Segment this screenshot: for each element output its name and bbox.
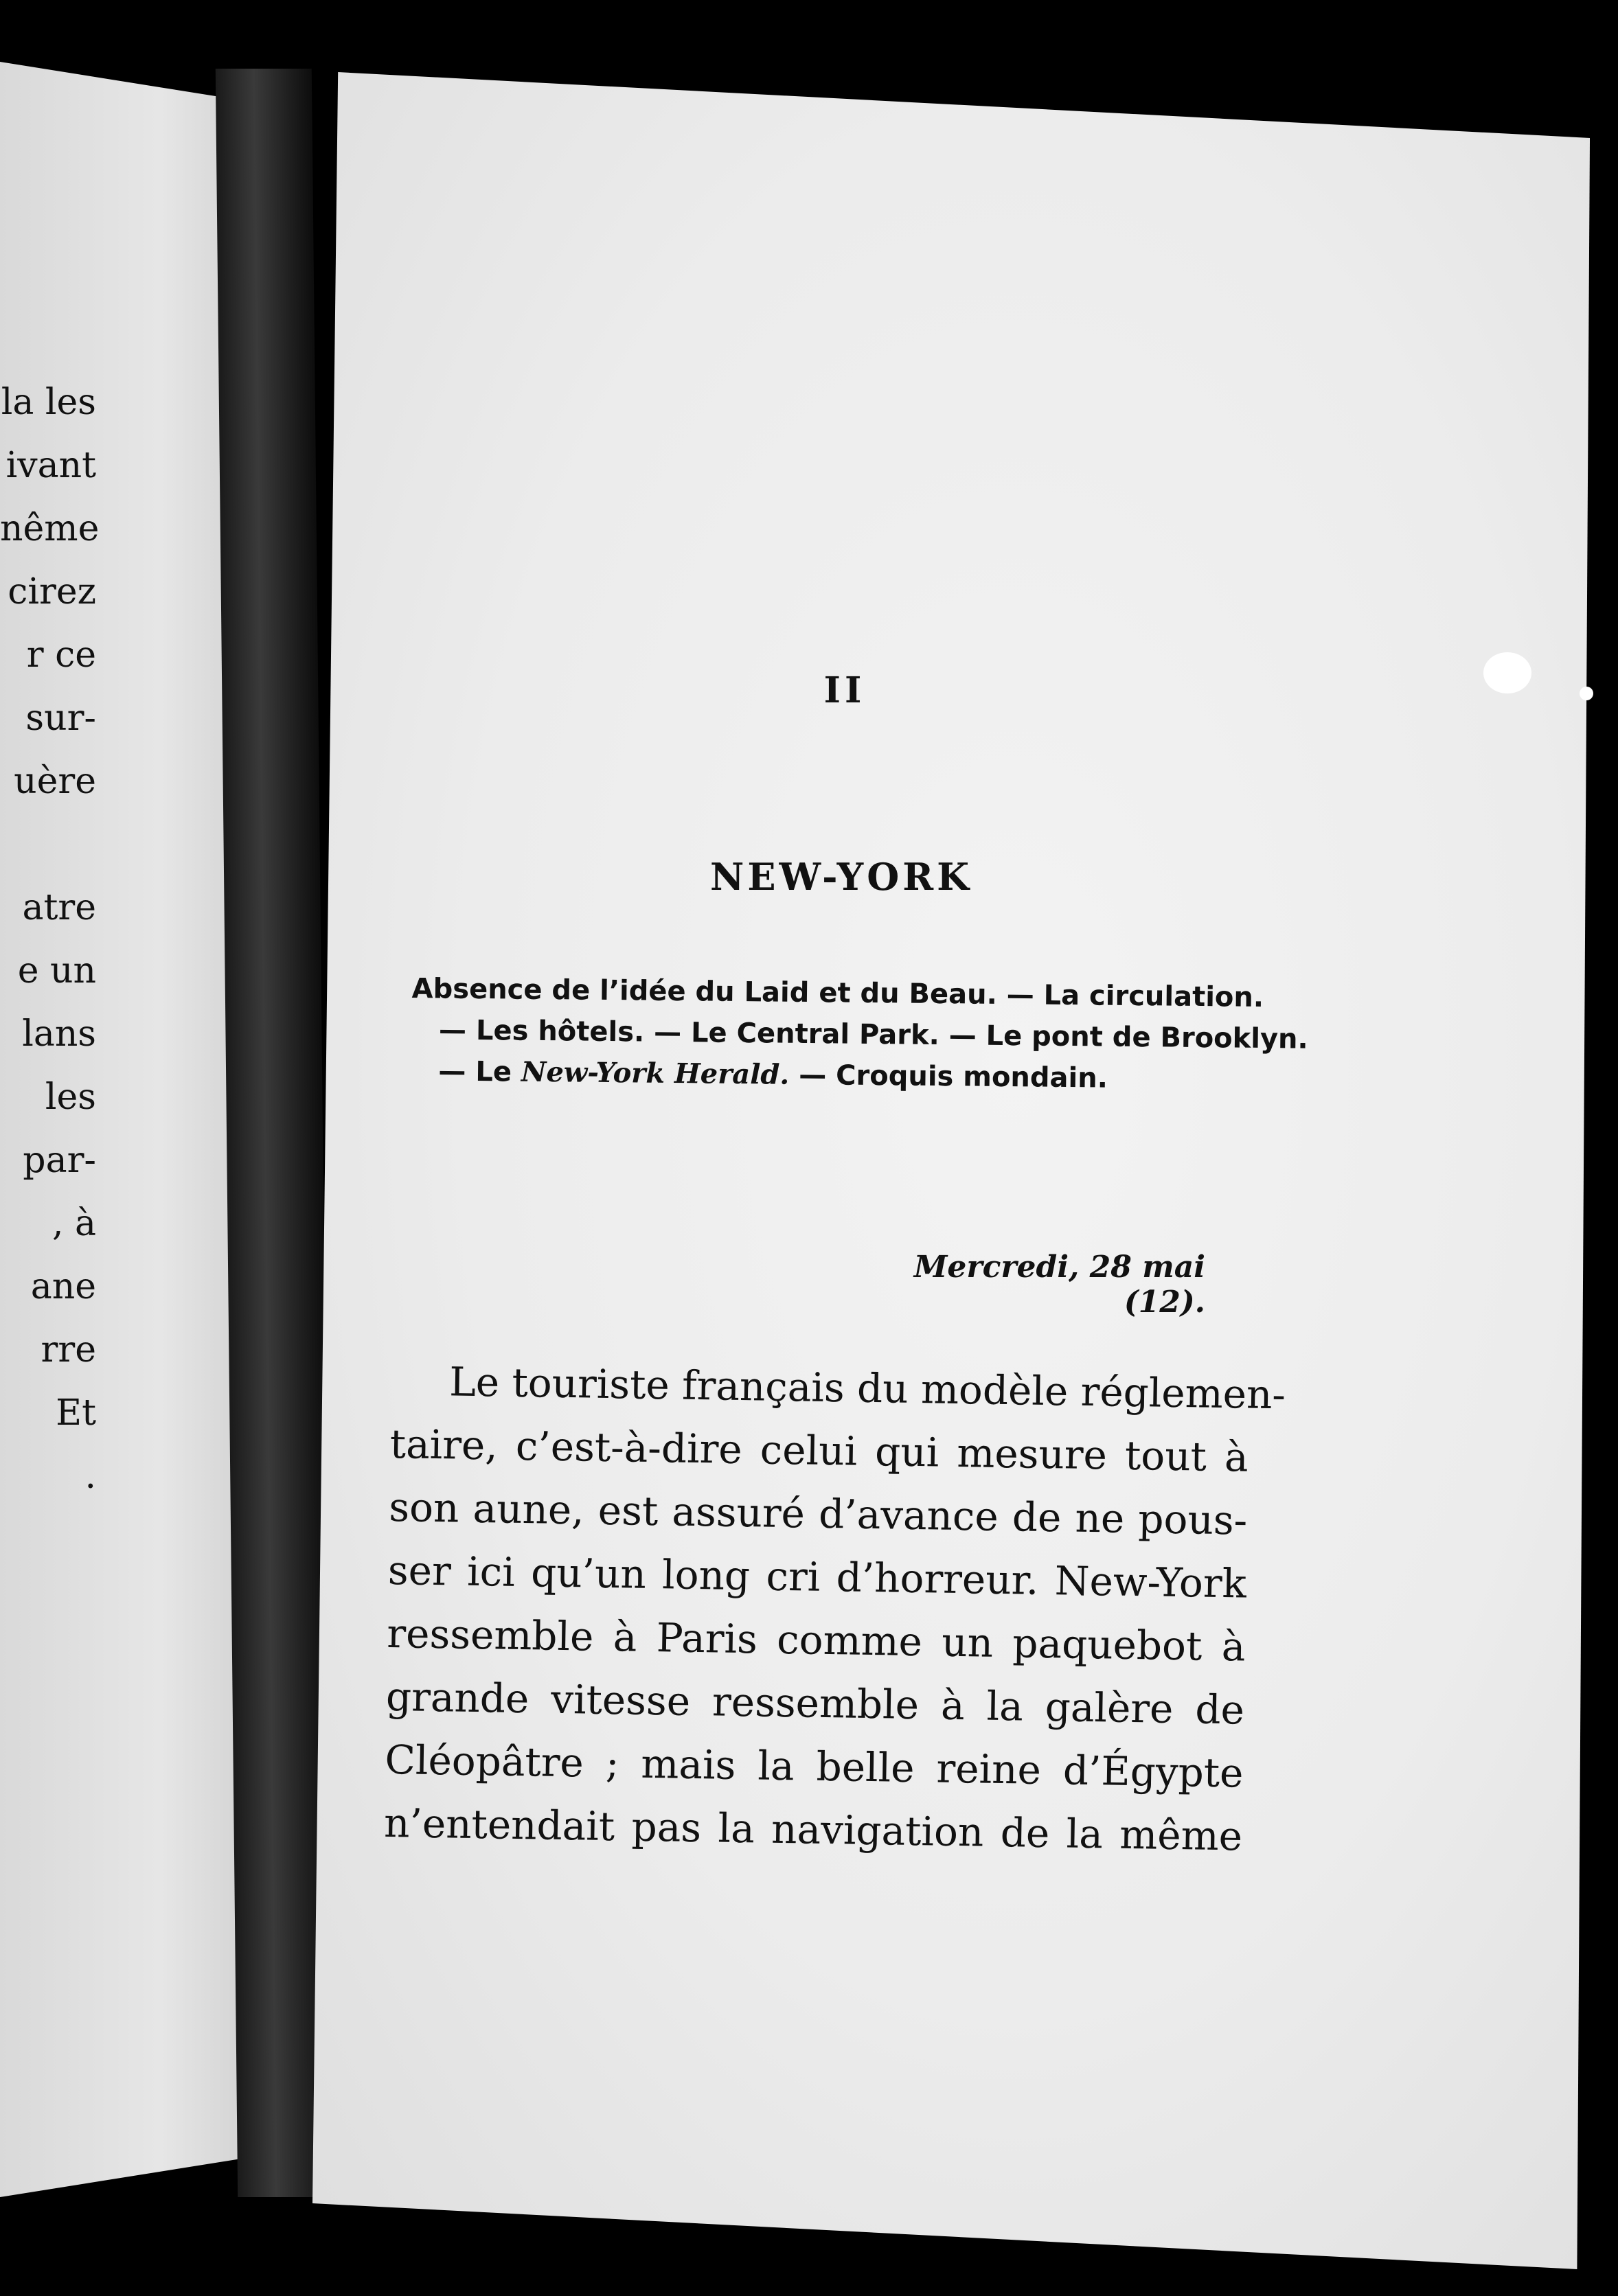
left-line: Et: [56, 1392, 96, 1434]
left-line: .: [84, 1456, 96, 1497]
left-line: , à: [52, 1203, 96, 1244]
scan-speck: [1483, 652, 1531, 693]
left-line: ane: [30, 1266, 96, 1307]
summary-text: — Croquis mondain.: [789, 1059, 1108, 1094]
chapter-title: NEW-YORK: [709, 855, 973, 899]
chapter-number: II: [823, 669, 866, 711]
left-line: ivant: [5, 445, 96, 486]
summary-line: — Les hôtels. — Le Central Park. — Le pont de Brooklyn.: [438, 1014, 1308, 1055]
body-line: Le touriste français du modèle réglemen-: [448, 1358, 1286, 1419]
summary-text: — Le: [438, 1055, 522, 1088]
body-line: n’entendait pas la navigation de la même: [383, 1799, 1243, 1860]
summary-line: Absence de l’idée du Laid et du Beau. — La circulation.: [411, 972, 1264, 1013]
body-line: ser ici qu’un long cri d’horreur. New-York: [387, 1546, 1247, 1607]
left-line: par-: [23, 1140, 96, 1181]
left-line: sur-: [25, 698, 96, 739]
left-line: rre: [41, 1329, 96, 1370]
entry-date: Mercredi, 28 mai (12).: [913, 1250, 1205, 1320]
body-text: [383, 1349, 1286, 1868]
left-line: r ce: [26, 634, 96, 676]
left-line: la les: [1, 382, 96, 423]
summary-italic-title: New-York Herald.: [521, 1055, 790, 1091]
left-line: les: [45, 1077, 96, 1118]
left-line: cirez: [8, 571, 96, 612]
left-line: atre: [22, 887, 96, 928]
left-line: e un: [17, 950, 96, 991]
body-line: grande vitesse ressemble à la galère de: [385, 1673, 1245, 1734]
body-line: ressemble à Paris comme un paquebot à: [386, 1609, 1246, 1671]
left-line: lans: [22, 1013, 96, 1055]
body-line: son aune, est assuré d’avance de ne pous-: [388, 1483, 1248, 1544]
left-line: nême: [0, 508, 100, 549]
chapter-summary: [411, 968, 1308, 1101]
scan-speck: [1580, 687, 1593, 700]
body-line: Cléopâtre ; mais la belle reine d’Égypte: [385, 1736, 1244, 1797]
body-line: taire, c’est-à-dire celui qui mesure tout à: [389, 1420, 1249, 1481]
left-line: uère: [14, 761, 96, 802]
